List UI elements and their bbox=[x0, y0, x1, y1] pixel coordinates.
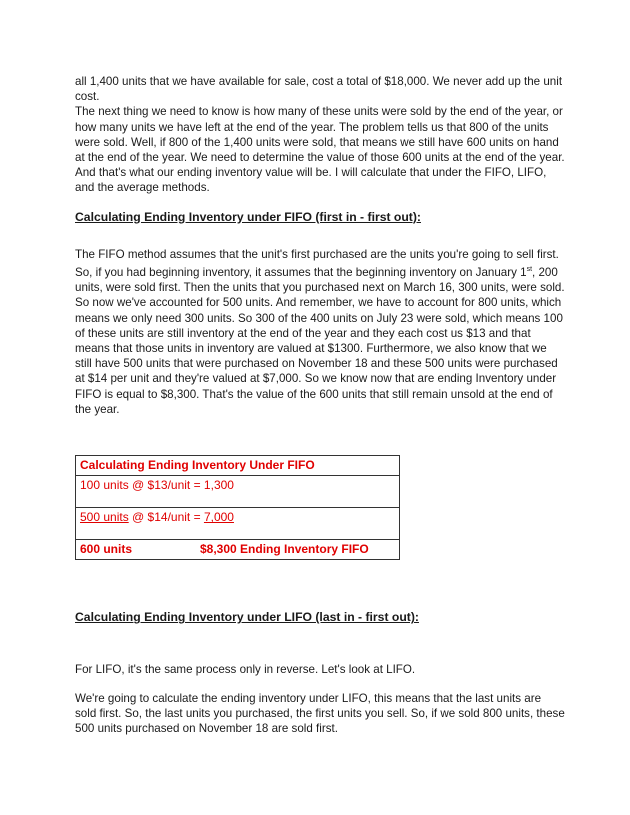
fifo-row-2-units: 500 units bbox=[80, 510, 129, 525]
lifo-paragraph-2: We're going to calculate the ending inventory under LIFO, this means that the last units are sold first. So, the last units you purchased, the first units you sell. So, if we sold 800 units, these 500 units purchased on November 18 are sold first. bbox=[75, 691, 565, 736]
fifo-paragraph bbox=[75, 247, 565, 417]
fifo-heading: Calculating Ending Inventory under FIFO (first in - first out): bbox=[75, 209, 421, 224]
fifo-paragraph-part-b: , 200 units, were sold first. Then the units that you purchased next on March 16, 300 units, were sold. So now we've accounted for 500 units. And remember, we have to account for 800 units, which means we only need 300 units. So 300 of the 400 units on July 23 were sold, which means 100 of these units are still inventory at the end of the year and they each cost us $13 and that means that those units in inventory are valued at $1300. Furthermore, we also know that we still have 500 units that were purchased on November 18 and these 500 units were purchased at $14 per unit and they're valued at $7,000. So we know now that are ending Inventory under FIFO is equal to $8,300. That's the value of the 600 units that still remain unsold at the end of the year. bbox=[75, 265, 565, 416]
intro-paragraph-2: The next thing we need to know is how many of these units were sold by the end of the year, or how many units we have left at the end of the year. The problem tells us that 800 of the units were sold. Well, if 800 of the 1,400 units were sold, that means we still have 600 units on hand at the end of the year. We need to determine the value of those 600 units at the end of the year. And that's what our ending inventory value will be. I will calculate that under the FIFO, LIFO, and the average methods. bbox=[75, 105, 565, 195]
lifo-paragraph-1: For LIFO, it's the same process only in reverse. Let's look at LIFO. bbox=[75, 662, 416, 676]
fifo-row-2-rate: @ $14/unit = bbox=[128, 510, 204, 525]
fifo-total-value: $8,300 Ending Inventory FIFO bbox=[200, 542, 369, 557]
fifo-inventory-table bbox=[75, 455, 400, 560]
fifo-paragraph-superscript: st bbox=[526, 266, 533, 274]
fifo-paragraph-part-a: The FIFO method assumes that the unit's first purchased are the units you're going to sell first. So, if you had beginning inventory, it assumes that the beginning inventory on January 1 bbox=[75, 247, 559, 279]
fifo-table-row-1: 100 units @ $13/unit = 1,300 bbox=[76, 476, 400, 508]
lifo-heading: Calculating Ending Inventory under LIFO (last in - first out): bbox=[75, 610, 419, 625]
fifo-table-title: Calculating Ending Inventory Under FIFO bbox=[76, 455, 400, 475]
fifo-table-row-2 bbox=[76, 508, 400, 540]
document-page bbox=[75, 74, 565, 736]
fifo-total-units: 600 units bbox=[80, 542, 133, 557]
intro-paragraph-1: all 1,400 units that we have available for sale, cost a total of $18,000. We never add up the unit cost. bbox=[75, 75, 563, 104]
fifo-table-total-row bbox=[76, 540, 400, 560]
fifo-row-2-value: 7,000 bbox=[203, 510, 234, 525]
